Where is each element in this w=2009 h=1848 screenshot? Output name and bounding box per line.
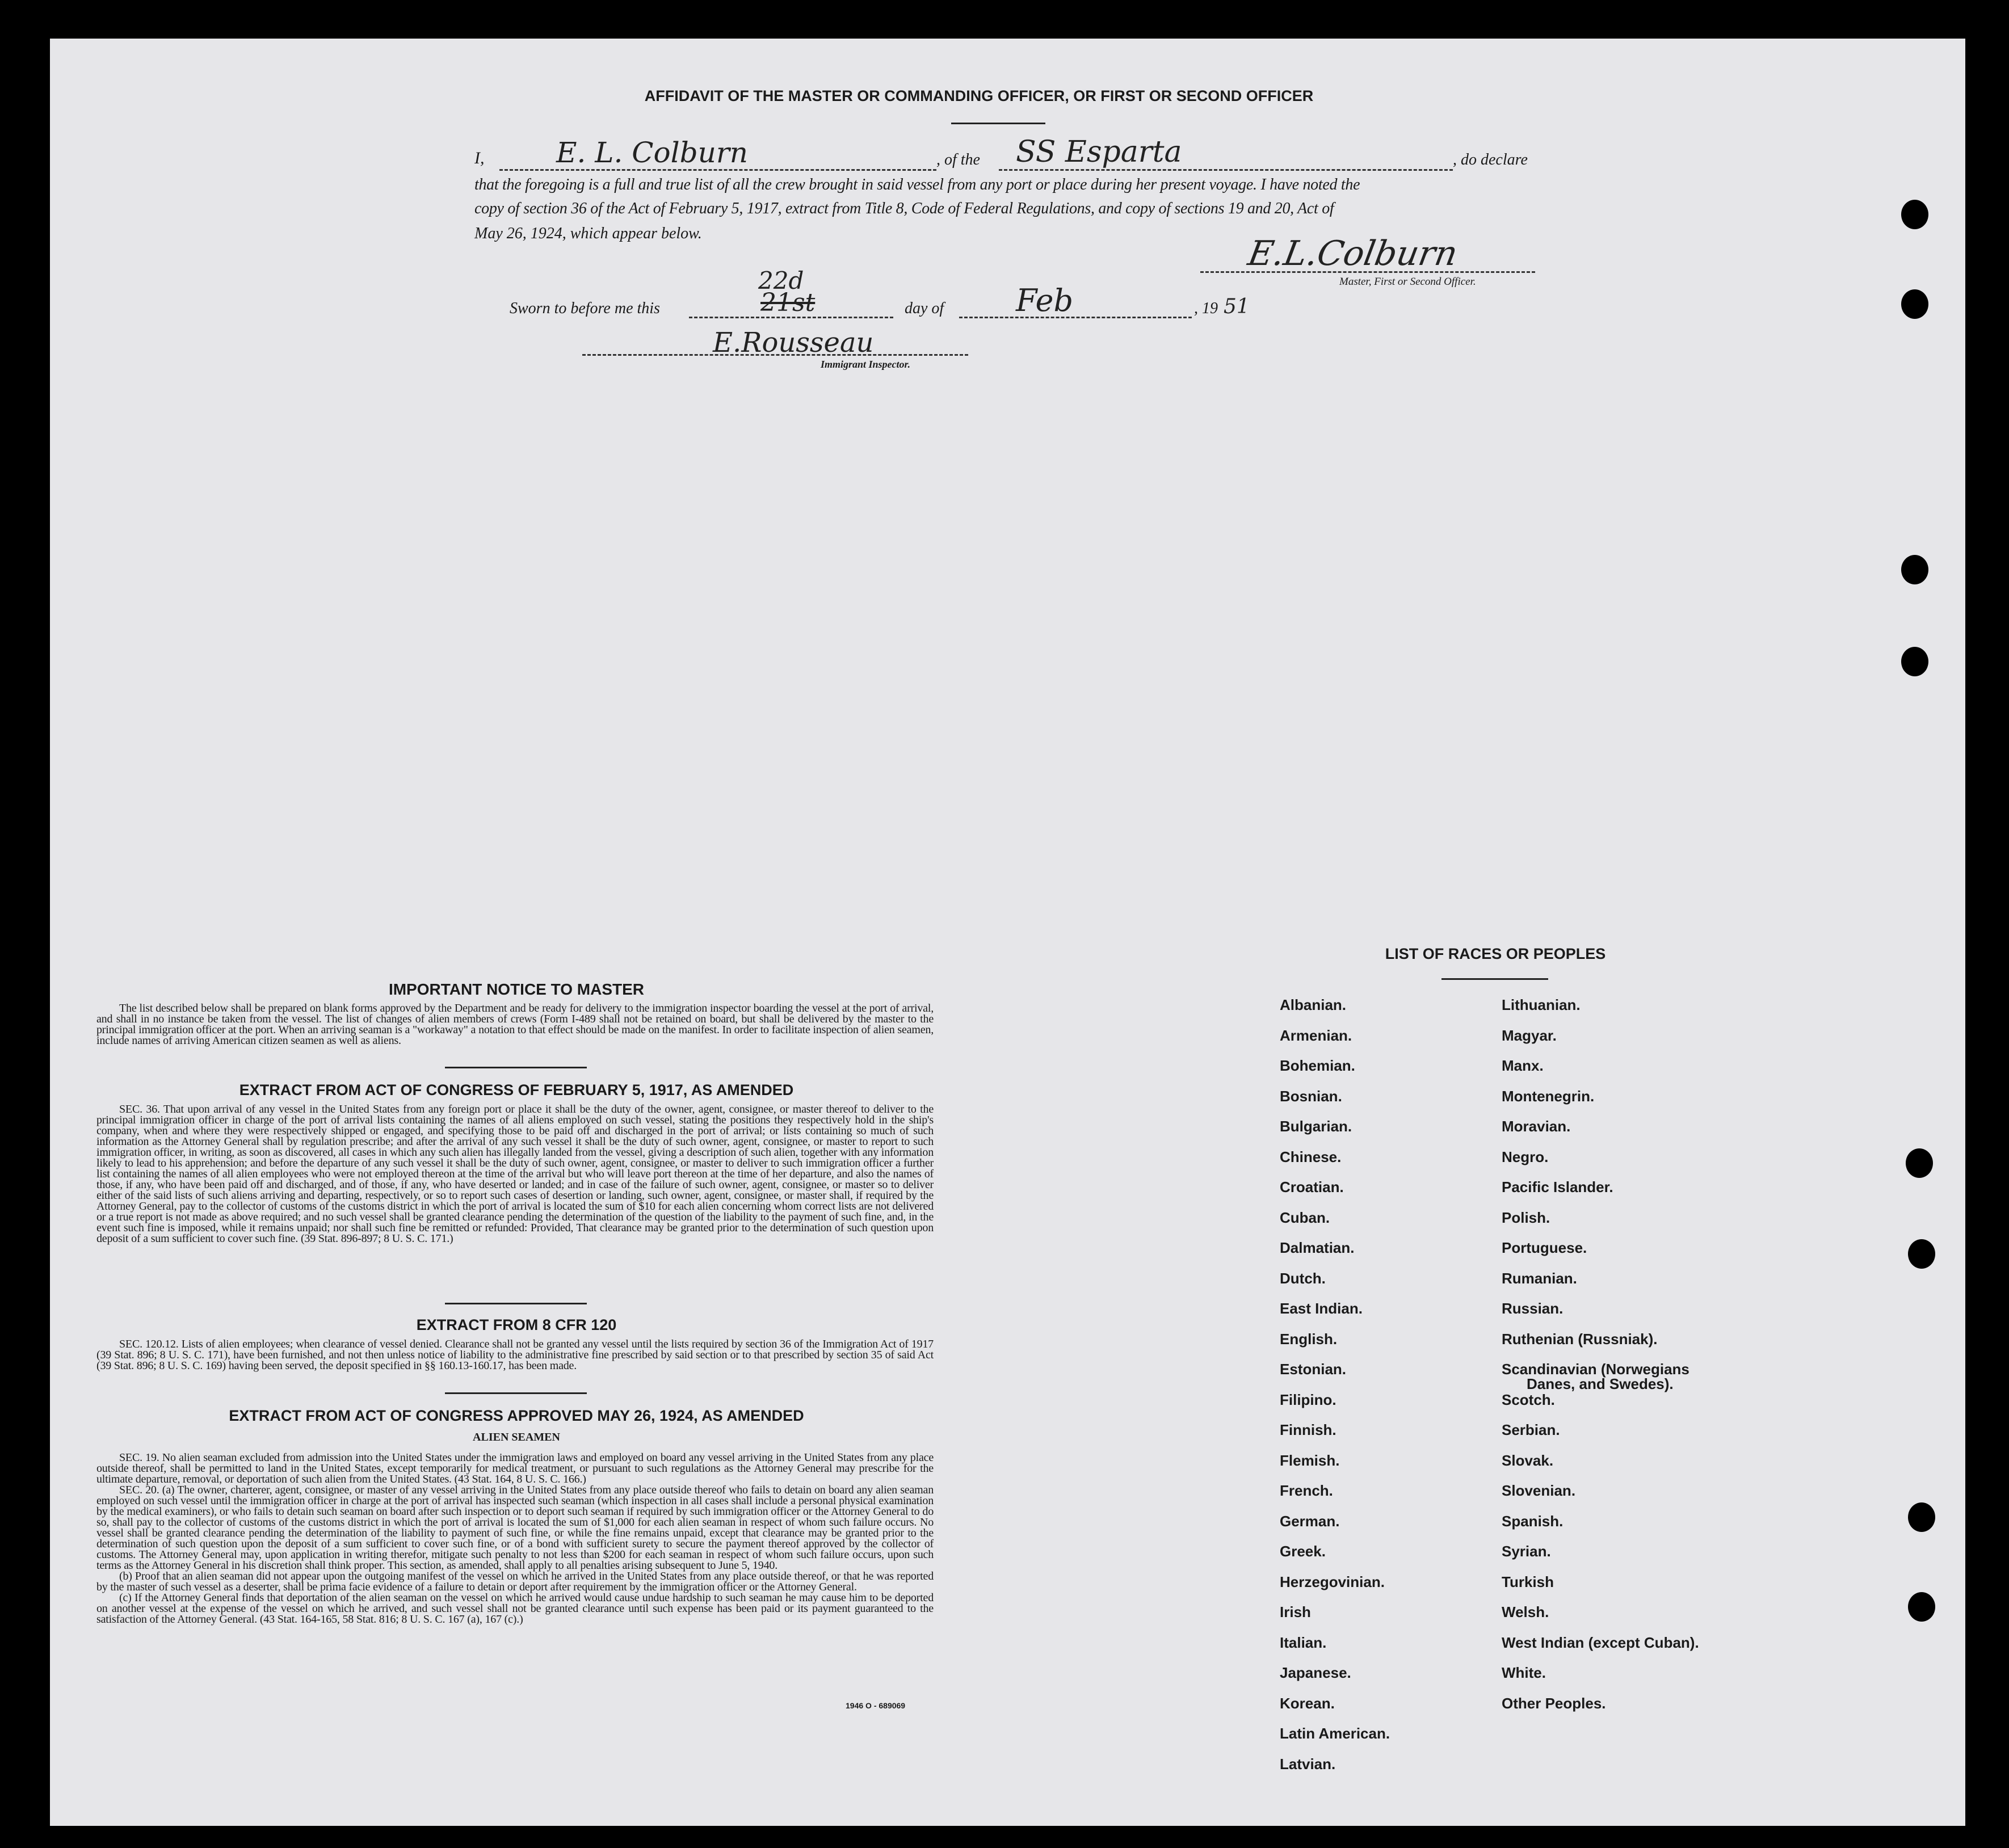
race-item: Bohemian. [1280,1057,1355,1074]
race-item: Filipino. [1280,1391,1336,1408]
races-title: LIST OF RACES OR PEOPLES [1385,945,1606,962]
print-code: 1946 O - 689069 [846,1701,906,1710]
title-divider [951,123,1045,124]
race-item: English. [1280,1330,1338,1348]
race-item: Herzegovinian. [1280,1573,1385,1590]
month-dotted-line [959,317,1192,318]
race-item: Welsh. [1502,1603,1549,1620]
race-item: Other Peoples. [1502,1694,1606,1712]
race-item: West Indian (except Cuban). [1502,1634,1699,1651]
master-signature-line [1200,271,1535,273]
race-item: Pacific Islander. [1502,1178,1613,1195]
inspector-signature: E.Rousseau [713,327,874,359]
sec-20a-paragraph: SEC. 20. (a) The owner, charterer, agent, consignee, or master of any vessel arriving in the United States from any place outside thereof who fails to detain on board any alien seaman employed on such vessel until the immigration officer in charge at the port of arrival has inspected such seaman (which inspection in all cases shall include a personal physical examination by the medical examiners), or who fails to detain such seaman on board after such inspection or to deport such seaman if required by such immigration officer or the Attorney General to do so, shall pay to the collector of customs of the customs district in which the port of arrival is located the sum of $1,000 for each alien seaman in respect of whom such failure occurs. No vessel shall be granted clearance pending the determination of the liability to payment of such fine, or while the fine remains unpaid, except that clearance may be granted prior to the determination of such question upon the deposit of a sum sufficient to cover such fine, or of a bond with sufficient surety to secure the payment thereof approved by the collector of customs. The Attorney General may, upon application in writing therefor, mitigate such penalty to not less than $200 for each seaman in respect of whom such failure occurs, upon such terms as the Attorney General in his discretion shall think proper. This section, as amended, shall apply to all penalties arising subsequent to June 5, 1940. [96,1484,934,1572]
punch-hole [1901,200,1928,229]
notice-body [96,1003,934,1046]
race-item: Portuguese. [1502,1239,1587,1256]
race-item: Scandinavian (Norwegians [1502,1361,1689,1378]
extract-1924-body [96,1453,934,1625]
races-title-divider [1441,978,1548,980]
vessel-name-handwritten: SS Esparta [1016,135,1182,169]
extract-cfr-body [96,1339,934,1371]
punch-hole [1908,1239,1935,1269]
notice-paragraph: The list described below shall be prepared on blank forms approved by the Department and be ready for delivery to the immigration inspector boarding the vessel at the port of arrival, and shall in no instance be taken from the vessel. The list of changes of alien members of crews (Form I-489 shall not be retained on board, but shall be delivered by the master to the principal immigration officer at the port. When an arriving seaman is a "workaway" a notation to that effect should be made on the manifest. In order to facilitate inspection of alien seamen, include names of arriving American citizen seamen as well as aliens. [96,1002,934,1047]
punch-hole [1908,1502,1935,1532]
month-handwritten: Feb [1016,283,1074,318]
race-item: Slovak. [1502,1451,1554,1469]
section-divider [445,1303,587,1304]
race-item: Ruthenian (Russniak). [1502,1330,1658,1348]
day-correction-handwritten: 22d [758,267,804,294]
race-item: Slovenian. [1502,1482,1576,1499]
master-caption: Master, First or Second Officer. [1339,276,1476,288]
punch-hole [1906,1148,1933,1178]
race-item: French. [1280,1482,1333,1499]
day-of-label: day of [905,300,944,317]
affidavit-title: AFFIDAVIT OF THE MASTER OR COMMANDING OFFICER, OR FIRST OR SECOND OFFICER [644,87,1314,104]
master-signature: E.L.Colburn [1245,234,1461,273]
race-item: Polish. [1502,1209,1550,1226]
race-item: Serbian. [1502,1421,1560,1438]
race-item: Finnish. [1280,1421,1336,1438]
race-item: Bosnian. [1280,1087,1342,1105]
extract-1917-body [96,1104,934,1244]
race-item: Moravian. [1502,1118,1571,1135]
day-struck-handwritten: 21st [760,288,816,317]
sworn-label: Sworn to before me this [510,300,660,317]
extract-1917-title: EXTRACT FROM ACT OF CONGRESS OF FEBRUARY 5, 1917, AS AMENDED [239,1081,794,1098]
race-item: Armenian. [1280,1026,1352,1044]
race-item: Japanese. [1280,1664,1351,1681]
master-name-handwritten: E. L. Colburn [556,136,748,169]
race-item: Korean. [1280,1694,1335,1712]
race-item: Bulgarian. [1280,1118,1352,1135]
race-item: White. [1502,1664,1546,1681]
affidavit-line-2: that the foregoing is a full and true list of all the crew brought in said vessel from any port or place during her present voyage. I have noted the [474,176,1360,193]
section-divider [445,1067,587,1068]
extract-1924-subtitle: ALIEN SEAMEN [473,1431,560,1443]
do-declare-label: , do declare [1453,151,1528,169]
race-item: Rumanian. [1502,1269,1577,1287]
race-item: Magyar. [1502,1026,1557,1044]
race-item: Flemish. [1280,1451,1340,1469]
section-divider [445,1392,587,1394]
race-item: Turkish [1502,1573,1554,1590]
inspector-signature-line [582,354,968,356]
name-dotted-line [499,169,936,171]
race-item: German. [1280,1512,1340,1530]
race-item: Albanian. [1280,996,1347,1013]
punch-hole [1901,647,1928,676]
extract-cfr-paragraph: SEC. 120.12. Lists of alien employees; when clearance of vessel denied. Clearance shall not be granted any vessel until the lists required by section 36 of the Immigration Act of 1917 (39 Stat. 896; 8 U. S. C. 171), have been furnished, and not then unless notice of liability to the administrative fine prescribed by said section or to that prescribed by section 35 of said Act (39 Stat. 896; 8 U. S. C. 169) having been served, the deposit specified in §§ 160.13-160.17, has been made. [96,1338,934,1372]
of-the-label: , of the [936,151,980,169]
sec-19-paragraph: SEC. 19. No alien seaman excluded from admission into the United States under the immigration laws and employed on board any vessel arriving in the United States from any place outside thereof, shall be permitted to land in the United States, except temporarily for medical treatment, or pursuant to such regulations as the Attorney General may prescribe for the ultimate departure, removal, or deportation of such alien from the United States. (43 Stat. 164, 8 U. S. C. 166.) [96,1451,934,1485]
race-item: Scotch. [1502,1391,1555,1408]
race-item: Lithuanian. [1502,996,1581,1013]
race-item: Russian. [1502,1300,1564,1317]
race-item: Italian. [1280,1634,1327,1651]
year-handwritten: 51 [1224,295,1250,318]
sec-20c-paragraph: (c) If the Attorney General finds that deportation of the alien seaman on the vessel on which he arrived would cause undue hardship to such seaman he may cause him to be deported on another vessel at the expense of the vessel on which he arrived, and such vessel shall not be granted clearance until such expense has been paid or its payment guaranteed to the satisfaction of the Attorney General. (43 Stat. 164-165, 58 Stat. 816; 8 U. S. C. 167 (a), 167 (c).) [96,1592,934,1626]
race-item: Latvian. [1280,1755,1336,1773]
affidavit-line-4: May 26, 1924, which appear below. [474,225,702,242]
year-prefix: , 19 [1194,300,1218,317]
vessel-dotted-line [999,169,1453,171]
race-item: East Indian. [1280,1300,1363,1317]
extract-cfr-title: EXTRACT FROM 8 CFR 120 [416,1316,617,1333]
punch-hole [1908,1592,1935,1622]
affidavit-i: I, [474,149,485,167]
race-item: Greek. [1280,1543,1326,1560]
race-item: Dutch. [1280,1269,1326,1287]
notice-title: IMPORTANT NOTICE TO MASTER [388,980,645,998]
race-item: Latin American. [1280,1725,1390,1742]
extract-1924-title: EXTRACT FROM ACT OF CONGRESS APPROVED MAY 26, 1924, AS AMENDED [229,1407,804,1424]
race-item: Montenegrin. [1502,1087,1595,1105]
punch-hole [1901,289,1928,319]
race-item: Chinese. [1280,1148,1342,1165]
race-item: Spanish. [1502,1512,1564,1530]
extract-1917-paragraph: SEC. 36. That upon arrival of any vessel in the United States from any foreign port or place it shall be the duty of the owner, agent, consignee, or master thereof to deliver to the principal immigration officer in charge of the port of arrival lists containing the names of all aliens employed on such vessel, stating the positions they respectively hold in the ship's company, when and where they were respectively shipped or engaged, and specifying those to be paid off and discharged in the port of arrival; or lists containing so much of such information as the Attorney General shall by regulation prescribe; and after the arrival of any such vessel it shall be the duty of such owner, agent, consignee, or master to report to such immigration officer, in writing, as soon as discovered, all cases in which any such alien has illegally landed from the vessel, giving a description of such alien, together with any information likely to lead to his apprehension; and before the departure of any such vessel it shall be the duty of such owner, agent, consignee, or master to deliver to such immigration officer a further list containing the names of all alien employees who were not employed thereon at the time of the arrival but who will leave port thereon at the time of her departure, and also the names of those, if any, who have been paid off and discharged, and of those, if any, who have deserted or landed; and in case of the failure of such owner, agent, consignee, or master so to deliver either of the said lists of such aliens arriving and departing, respectively, or so to report such cases of desertion or landing, such owner, agent, consignee, or master shall, if required by the Attorney General, pay to the collector of customs of the customs district in which the port of arrival is located the sum of $10 for each alien concerning whom correct lists are not delivered or a true report is not made as above required; and no such vessel shall be granted clearance pending the determination of the question of the liability to the payment of such fine, and, in the event such fine is imposed, while it remains unpaid; nor shall such fine be remitted or refunded: Provided, That clearance may be granted prior to the determination of such question upon deposit of a sum sufficient to cover such fine. (39 Stat. 896-897; 8 U. S. C. 171.) [96,1103,934,1245]
race-item: Negro. [1502,1148,1549,1165]
punch-hole [1901,555,1928,584]
inspector-caption: Immigrant Inspector. [821,359,911,370]
race-item: Danes, and Swedes). [1527,1375,1674,1392]
race-item: Croatian. [1280,1178,1344,1195]
race-item: Estonian. [1280,1361,1347,1378]
race-item: Cuban. [1280,1209,1330,1226]
race-item: Dalmatian. [1280,1239,1355,1256]
race-item: Manx. [1502,1057,1544,1074]
race-item: Irish [1280,1603,1311,1620]
sec-20b-paragraph: (b) Proof that an alien seaman did not appear upon the outgoing manifest of the vessel on which he arrived in the United States from any place outside thereof, or that he was reported by the master of such vessel as a deserter, shall be prima facie evidence of a failure to detain or deport after requirement by the immigration officer or the Attorney General. [96,1570,934,1593]
affidavit-line-3: copy of section 36 of the Act of February 5, 1917, extract from Title 8, Code of Federal Regulations, and copy of sections 19 and 20, Act of [474,200,1334,217]
race-item: Syrian. [1502,1543,1551,1560]
